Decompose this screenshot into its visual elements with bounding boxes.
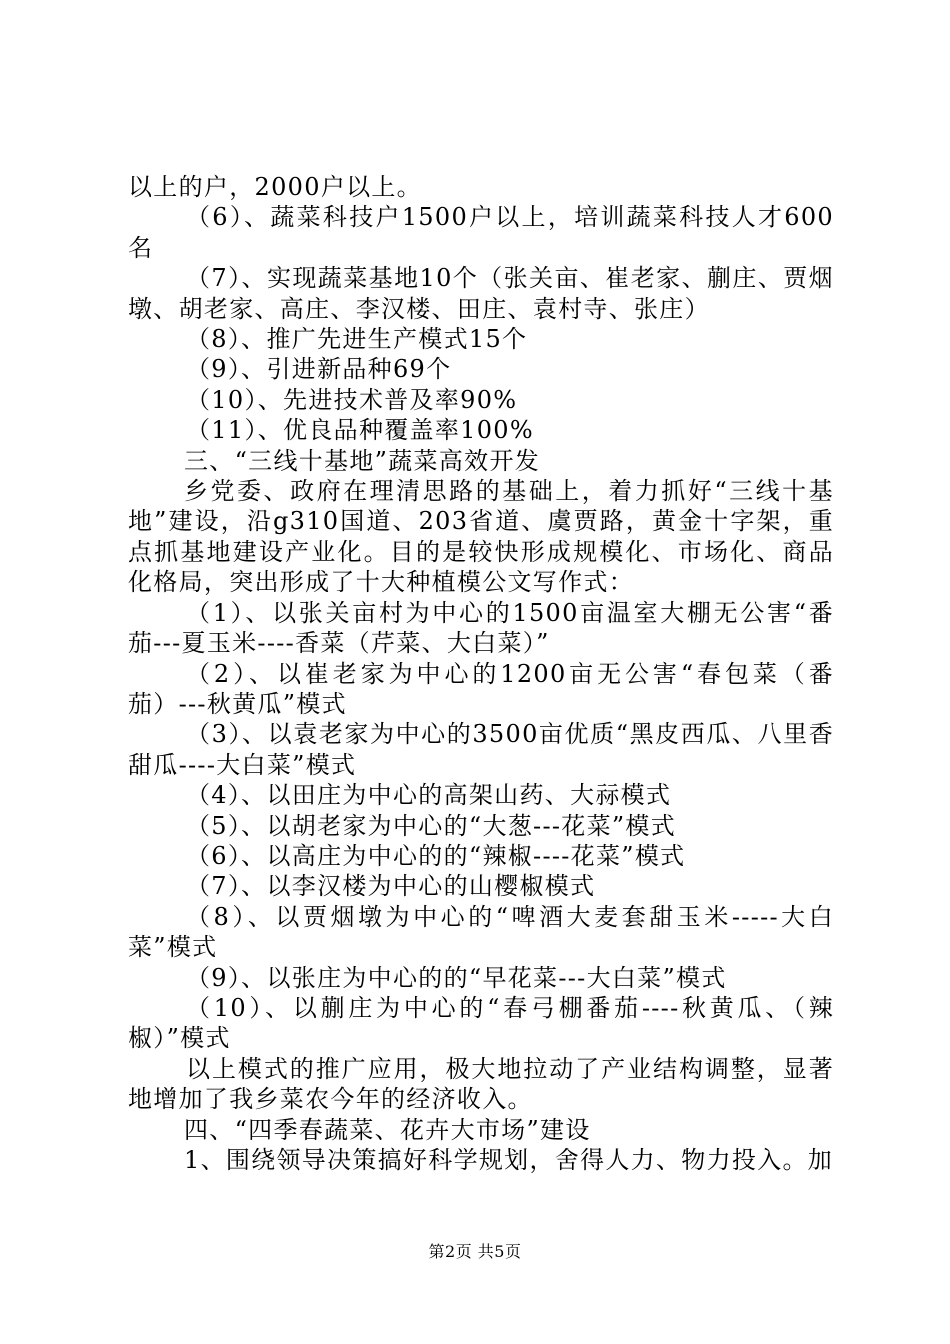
paragraph-11: （2）、以崔老家为中心的1200亩无公害“春包菜（番茄）---秋黄瓜”模式 xyxy=(128,659,834,718)
paragraph-10: （1）、以张关亩村为中心的1500亩温室大棚无公害“番茄---夏玉米----香菜（芹菜、大白菜）” xyxy=(128,598,834,658)
paragraph-1: 以上的户，2000户以上。 xyxy=(128,173,422,201)
paragraph-20: 以上模式的推广应用，极大地拉动了产业结构调整，显著地增加了我乡菜农今年的经济收入。 xyxy=(128,1054,834,1114)
page-number-label: 第2页 共5页 xyxy=(428,1242,522,1261)
document-body xyxy=(128,172,834,1175)
paragraph-18: （9）、以张庄为中心的的“早花菜---大白菜”模式 xyxy=(186,963,727,992)
paragraph-22: 1、围绕领导决策搞好科学规划，舍得人力、物力投入。加 xyxy=(184,1146,834,1174)
paragraph-15: （6）、以高庄为中心的的“辣椒----花菜”模式 xyxy=(186,841,686,870)
section-heading-4: 四、“四季春蔬菜、花卉大市场”建设 xyxy=(184,1115,591,1144)
paragraph-19: （10）、以蒯庄为中心的“春弓棚番茄----秋黄瓜、（辣椒）”模式 xyxy=(128,993,834,1053)
section-heading-3: 三、“三线十基地”蔬菜高效开发 xyxy=(184,446,541,475)
paragraph-13: （4）、以田庄为中心的高架山药、大祘模式 xyxy=(186,781,672,810)
paragraph-3: （7）、实现蔬菜基地10个（张关亩、崔老家、蒯庄、贾烟墩、胡老家、高庄、李汉楼、田庄、袁村寺、张庄） xyxy=(128,264,834,323)
paragraph-12: （3）、以袁老家为中心的3500亩优质“黑皮西瓜、八里香甜瓜----大白菜”模式 xyxy=(128,720,834,779)
paragraph-4: （8）、推广先进生产模式15个 xyxy=(186,325,528,354)
page-footer xyxy=(0,1242,950,1262)
paragraph-14: （5）、以胡老家为中心的“大葱---花菜”模式 xyxy=(186,811,677,840)
paragraph-17: （8）、以贾烟墩为中心的“啤酒大麦套甜玉米-----大白菜”模式 xyxy=(128,902,834,962)
paragraph-7: （11）、优良品种覆盖率100% xyxy=(186,416,534,445)
paragraph-5: （9）、引进新品种69个 xyxy=(186,355,452,384)
paragraph-9: 乡党委、政府在理清思路的基础上，着力抓好“三线十基地”建设，沿g310国道、203省道、虞贾路，黄金十字架，重点抓基地建设产业化。目的是较快形成规模化、市场化、商品化格局，突出形成了十大种植模公文写作式： xyxy=(128,477,834,597)
paragraph-16: （7）、以李汉楼为中心的山樱椒模式 xyxy=(186,872,596,901)
paragraph-2: （6）、蔬菜科技户1500户以上，培训蔬菜科技人才600名 xyxy=(128,203,834,262)
paragraph-6: （10）、先进技术普及率90% xyxy=(186,385,518,414)
